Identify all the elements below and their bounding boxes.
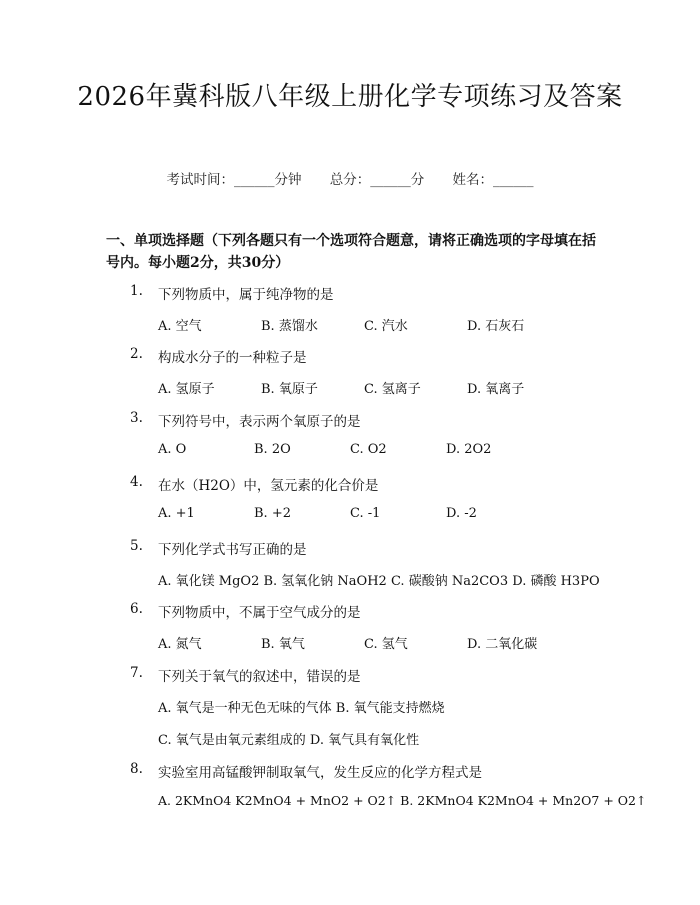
question-stem: 在水（H2O）中，氢元素的化合价是	[158, 478, 379, 494]
options-line: A. 氧化镁 MgO2 B. 氢氧化钠 NaOH2 C. 碳酸钠 Na2CO3 D. 磷酸 H3PO	[158, 574, 600, 589]
option-b: B. +2	[254, 506, 291, 521]
section-heading: 一、单项选择题（下列各题只有一个选项符合题意，请将正确选项的字母填在括号内。每小题2分，共30分）	[106, 233, 596, 271]
option-d: D. -2	[446, 506, 477, 521]
question-stem: 构成水分子的一种粒子是	[158, 350, 307, 366]
exam-info	[0, 168, 700, 188]
exam-time-field: 考试时间：______分钟	[166, 172, 302, 188]
question-stem: 下列物质中，属于纯净物的是	[158, 287, 334, 303]
question-number: 5.	[130, 538, 143, 554]
option-d: D. 二氧化碳	[467, 637, 538, 652]
options-line: C. 氧气是由氧元素组成的 D. 氧气具有氧化性	[158, 733, 420, 748]
question-number: 1.	[130, 283, 143, 299]
option-b: B. 蒸馏水	[261, 319, 318, 334]
option-a: A. 氮气	[158, 637, 202, 652]
option-b: B. 氧原子	[261, 382, 318, 397]
option-a: A. +1	[158, 506, 195, 521]
question-number: 7.	[130, 665, 143, 681]
option-b: B. 氧气	[261, 637, 305, 652]
total-score-field: 总分：______分	[329, 172, 425, 188]
option-d: D. 氧离子	[467, 382, 525, 397]
question-number: 2.	[130, 346, 143, 362]
question-number: 6.	[130, 601, 143, 617]
option-c: C. -1	[350, 506, 381, 521]
question-number: 3.	[130, 410, 143, 426]
question-stem: 下列关于氧气的叙述中，错误的是	[158, 669, 361, 685]
options-line: A. 氧气是一种无色无味的气体 B. 氧气能支持燃烧	[158, 701, 445, 716]
question-stem: 下列符号中，表示两个氧原子的是	[158, 414, 361, 430]
option-b: B. 2O	[254, 442, 291, 457]
option-c: C. O2	[350, 442, 387, 457]
option-c: C. 氢离子	[364, 382, 421, 397]
option-c: C. 汽水	[364, 319, 408, 334]
question-number: 8.	[130, 761, 143, 777]
option-d: D. 2O2	[446, 442, 492, 457]
question-stem: 实验室用高锰酸钾制取氧气，发生反应的化学方程式是	[158, 765, 482, 781]
question-stem: 下列化学式书写正确的是	[158, 542, 307, 558]
question-number: 4.	[130, 474, 143, 490]
question-stem: 下列物质中，不属于空气成分的是	[158, 605, 361, 621]
options-line: A. 2KMnO4 K2MnO4 + MnO2 + O2↑ B. 2KMnO4 K2MnO4 + Mn2O7 + O2↑	[158, 793, 647, 808]
document-title: 2026年冀科版八年级上册化学专项练习及答案	[77, 82, 623, 112]
option-a: A. 空气	[158, 319, 202, 334]
option-a: A. 氢原子	[158, 382, 215, 397]
option-a: A. O	[158, 442, 187, 457]
option-c: C. 氢气	[364, 637, 408, 652]
student-name-field: 姓名：______	[452, 172, 534, 188]
option-d: D. 石灰石	[467, 319, 525, 334]
